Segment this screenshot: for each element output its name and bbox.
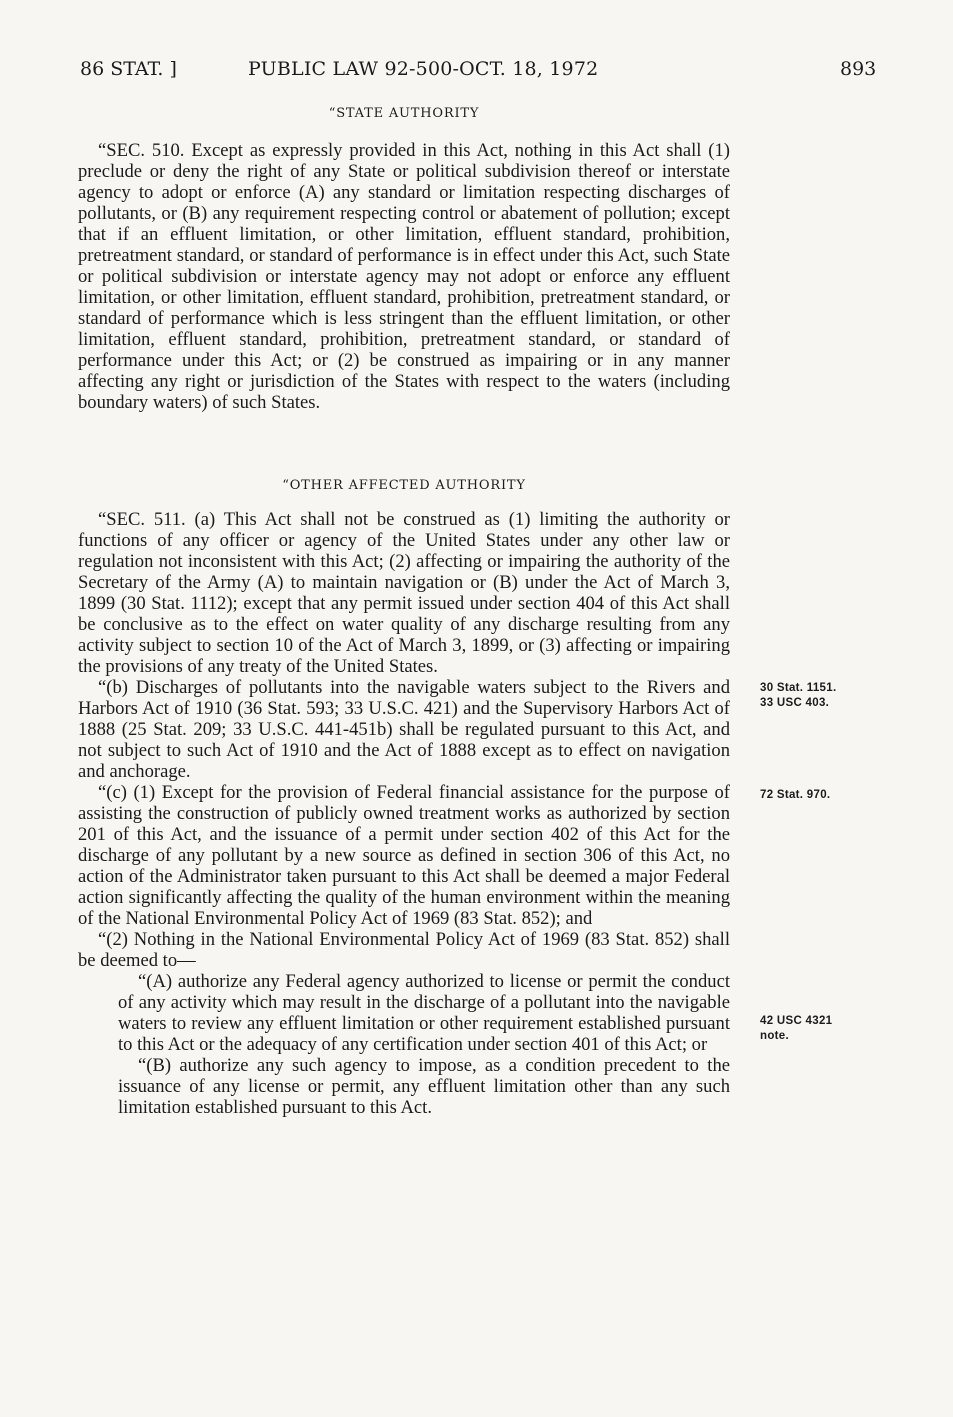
section-511-body	[78, 509, 730, 1118]
section-511-paragraph-a: “SEC. 511. (a) This Act shall not be construed as (1) limiting the authority or functions of any officer or agency of the United States under any other law or regulation not inconsistent with this Act; (2) affecting or impairing the authority of the Secretary of the Army (A) to maintain navigation or (B) under the Act of March 3, 1899 (30 Stat. 1112); except that any permit issued under section 404 of this Act shall be conclusive as to the effect on water quality of any discharge resulting from any activity subject to section 10 of the Act of March 3, 1899, or (3) affecting or impairing the provisions of any treaty of the United States.	[78, 509, 730, 677]
margin-note-42-usc: 42 USC 4321 note.	[760, 1015, 833, 1042]
margin-note-72-stat: 72 Stat. 970.	[760, 789, 831, 801]
section-511-subparagraph-a: “(A) authorize any Federal agency authorized to license or permit the conduct of any activity which may result in the discharge of a pollutant into the navigable waters to review any effluent limitation or other requirement established pursuant to this Act or the adequacy of any certification under section 401 of this Act; or	[118, 971, 730, 1055]
section-511-paragraph-c1: “(c) (1) Except for the provision of Federal financial assistance for the purpose of assisting the construction of publicly owned treatment works as authorized by section 201 of this Act, and the issuance of a permit under section 402 of this Act for the discharge of any pollutant by a new source as defined in section 306 of this Act, no action of the Administrator taken pursuant to this Act shall be deemed a major Federal action significantly affecting the quality of the human environment within the meaning of the National Environmental Policy Act of 1969 (83 Stat. 852); and	[78, 782, 730, 929]
section-510-paragraph: “SEC. 510. Except as expressly provided in this Act, nothing in this Act shall (1) preclude or deny the right of any State or political subdivision thereof or interstate agency to adopt or enforce (A) any standard or limitation respecting discharges of pollutants, or (B) any requirement respecting control or abatement of pollution; except that if an effluent limitation, or other limitation, effluent standard, prohibition, pretreatment standard, or standard of performance is in effect under this Act, such State or political subdivision or interstate agency may not adopt or enforce any effluent limitation, or other limitation, effluent standard, prohibition, pretreatment standard, or standard of performance which is less stringent than the effluent limitation, or other limitation, effluent standard, prohibition, pretreatment standard, or standard of performance under this Act; or (2) be construed as impairing or in any manner affecting any right or jurisdiction of the States with respect to the waters (including boundary waters) of such States.	[78, 140, 730, 413]
page-number: 893	[840, 58, 877, 80]
margin-note-30-stat: 30 Stat. 1151. 33 USC 403.	[760, 682, 837, 709]
statute-volume-label: 86 STAT. ]	[80, 58, 177, 80]
section-heading-other-affected-authority: “OTHER AFFECTED AUTHORITY	[282, 478, 526, 493]
law-title-header: PUBLIC LAW 92-500-OCT. 18, 1972	[248, 58, 599, 80]
section-heading-state-authority: “STATE AUTHORITY	[328, 106, 480, 121]
section-511-subparagraph-b: “(B) authorize any such agency to impose, as a condition precedent to the issuance of any license or permit, any effluent limitation other than any such limitation established pursuant to this Act.	[118, 1055, 730, 1118]
section-510-body	[78, 140, 730, 413]
section-511-paragraph-c2: “(2) Nothing in the National Environmental Policy Act of 1969 (83 Stat. 852) shall be deemed to—	[78, 929, 730, 971]
section-511-paragraph-b: “(b) Discharges of pollutants into the navigable waters subject to the Rivers and Harbors Act of 1910 (36 Stat. 593; 33 U.S.C. 421) and the Supervisory Harbors Act of 1888 (25 Stat. 209; 33 U.S.C. 441-451b) shall be regulated pursuant to this Act, and not subject to such Act of 1910 and the Act of 1888 except as to effect on navigation and anchorage.	[78, 677, 730, 782]
